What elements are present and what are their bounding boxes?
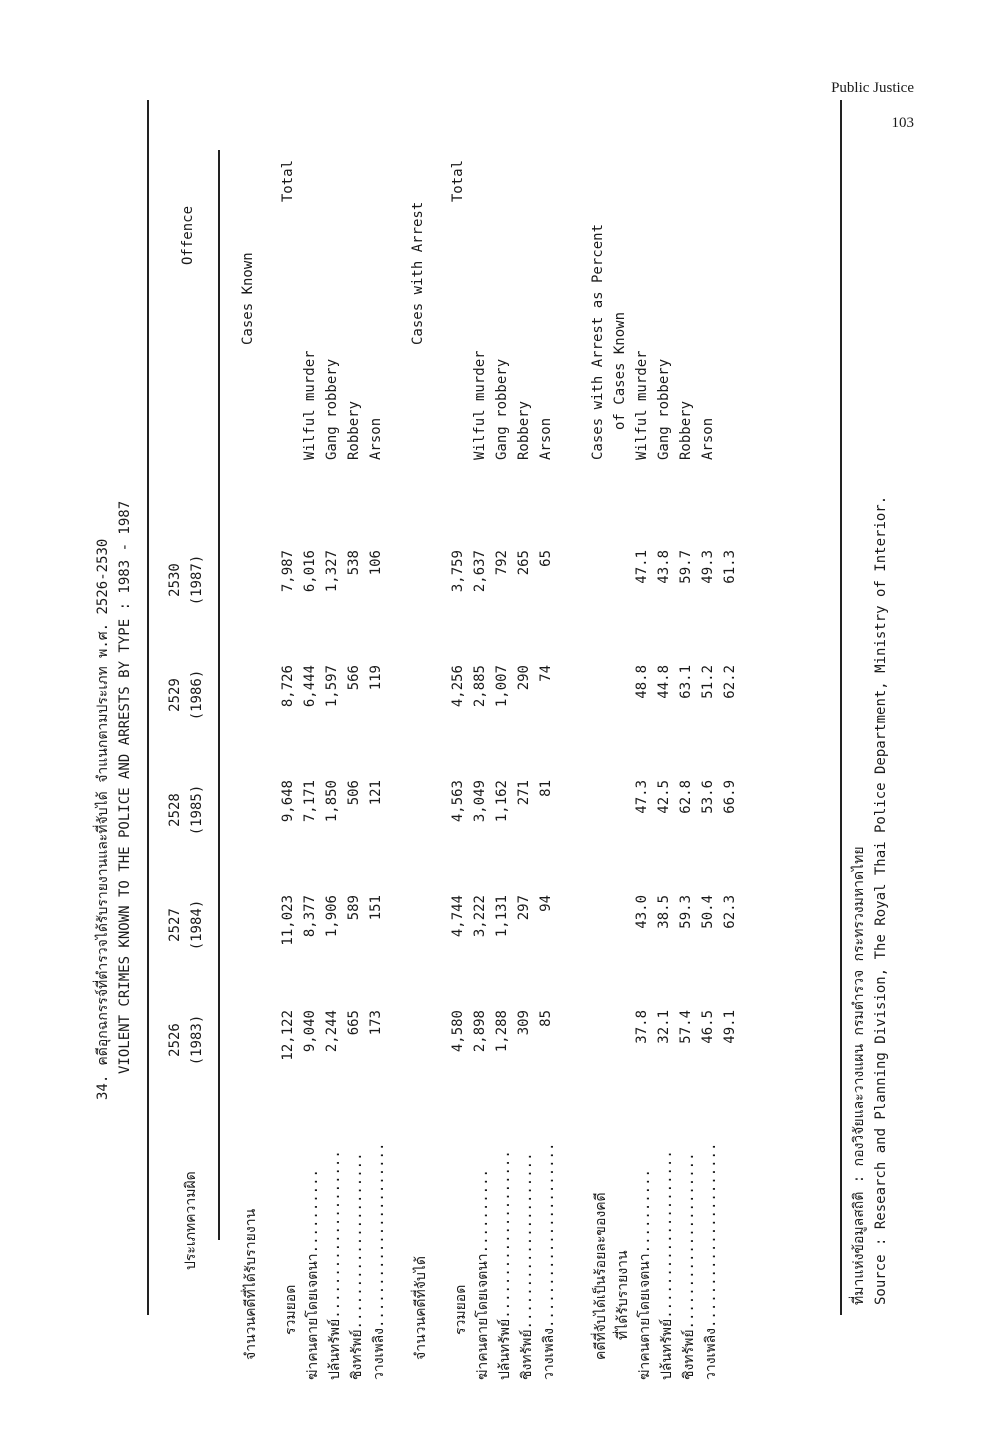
row-label-th: รวมยอด bbox=[283, 1284, 299, 1335]
table-row bbox=[494, 140, 516, 1380]
value-cell: 2,898 bbox=[472, 1010, 488, 1053]
value-cell: 1,162 bbox=[494, 780, 510, 823]
value-cell: 1,597 bbox=[324, 665, 340, 708]
value-cell: 1,850 bbox=[324, 780, 340, 823]
row-label-th: วางเพลิง...................... bbox=[371, 1142, 387, 1380]
value-cell: 2,244 bbox=[324, 1010, 340, 1053]
value-cell: 665 bbox=[346, 1010, 362, 1036]
row-label-en: Wilful murder bbox=[634, 350, 650, 460]
value-cell: 265 bbox=[516, 550, 532, 576]
year-en: (1983) bbox=[189, 1014, 205, 1066]
year-th: 2530 bbox=[167, 563, 183, 597]
value-cell: 792 bbox=[494, 550, 510, 576]
col-header-1986 bbox=[164, 650, 208, 740]
value-cell: 290 bbox=[516, 665, 532, 691]
source-note-th: ที่มาแห่งข้อมูลสถิติ : กองวิจัยและวางแผน กรมตำรวจ กระทรวงมหาดไทย bbox=[851, 846, 867, 1305]
table-row bbox=[656, 140, 678, 1380]
year-en: (1987) bbox=[189, 554, 205, 606]
value-cell: 4,580 bbox=[450, 1010, 466, 1053]
table-number: 34. bbox=[95, 1074, 111, 1100]
value-cell: 59.3 bbox=[678, 895, 694, 929]
value-cell: 32.1 bbox=[656, 1010, 672, 1044]
value-cell: 63.1 bbox=[678, 665, 694, 699]
row-label-th: ปล้นทรัพย์.................... bbox=[659, 1150, 675, 1380]
row-label-th: ปล้นทรัพย์.................... bbox=[497, 1150, 513, 1380]
value-cell: 2,885 bbox=[472, 665, 488, 708]
value-cell: 11,023 bbox=[280, 895, 296, 946]
value-cell: 8,726 bbox=[280, 665, 296, 708]
value-cell: 51.2 bbox=[700, 665, 716, 699]
value-cell: 173 bbox=[368, 1010, 384, 1036]
value-cell: 66.9 bbox=[722, 780, 738, 814]
value-cell: 49.1 bbox=[722, 1010, 738, 1044]
section-title-th: จำนวนคดีที่ได้รับรายงาน bbox=[243, 1208, 259, 1360]
year-th: 2528 bbox=[167, 793, 183, 827]
table-top-rule bbox=[147, 100, 149, 1315]
value-cell: 1,288 bbox=[494, 1010, 510, 1053]
table-row bbox=[302, 140, 324, 1380]
table-row bbox=[450, 140, 472, 1380]
row-label-en: Wilful murder bbox=[302, 350, 318, 460]
value-cell: 4,256 bbox=[450, 665, 466, 708]
value-cell: 121 bbox=[368, 780, 384, 806]
value-cell: 589 bbox=[346, 895, 362, 921]
year-en: (1986) bbox=[189, 669, 205, 721]
row-label-th: ฆ่าคนตายโดยเจตนา.......... bbox=[305, 1169, 321, 1380]
row-label-en: Total bbox=[450, 160, 466, 203]
section-title-en-line2: of Cases Known bbox=[612, 311, 628, 430]
page-number: 103 bbox=[891, 115, 914, 131]
value-cell: 151 bbox=[368, 895, 384, 921]
value-cell: 62.2 bbox=[722, 665, 738, 699]
value-cell: 81 bbox=[538, 780, 554, 797]
table-bottom-rule bbox=[840, 100, 842, 1315]
row-label-th: รวมยอด bbox=[453, 1284, 469, 1335]
value-cell: 8,377 bbox=[302, 895, 318, 938]
row-label-th: ฆ่าคนตายโดยเจตนา.......... bbox=[637, 1169, 653, 1380]
row-label-en: Robbery bbox=[346, 400, 362, 460]
header-rule bbox=[218, 150, 220, 1240]
value-cell: 43.0 bbox=[634, 895, 650, 929]
value-cell: 38.5 bbox=[656, 895, 672, 929]
value-cell: 85 bbox=[538, 1010, 554, 1027]
value-cell: 506 bbox=[346, 780, 362, 806]
row-label-en: Robbery bbox=[678, 400, 694, 460]
value-cell: 12,122 bbox=[280, 1010, 296, 1061]
value-cell: 46.5 bbox=[700, 1010, 716, 1044]
value-cell: 44.8 bbox=[656, 665, 672, 699]
section-title-th-line2: ที่ได้รับรายงาน bbox=[615, 1250, 631, 1340]
row-label-en: Gang robbery bbox=[656, 358, 672, 460]
value-cell: 7,171 bbox=[302, 780, 318, 823]
section-title-en: Cases with Arrest as Percent bbox=[590, 223, 606, 460]
value-cell: 57.4 bbox=[678, 1010, 694, 1044]
value-cell: 61.3 bbox=[722, 550, 738, 584]
value-cell: 47.1 bbox=[634, 550, 650, 584]
table-row bbox=[634, 140, 656, 1380]
value-cell: 7,987 bbox=[280, 550, 296, 593]
row-label-en: Robbery bbox=[516, 400, 532, 460]
value-cell: 1,906 bbox=[324, 895, 340, 938]
value-cell: 4,563 bbox=[450, 780, 466, 823]
running-header-title: Public Justice bbox=[831, 80, 914, 96]
row-label-th: ฆ่าคนตายโดยเจตนา.......... bbox=[475, 1169, 491, 1380]
table-title-block bbox=[92, 501, 136, 1100]
value-cell: 1,327 bbox=[324, 550, 340, 593]
value-cell: 65 bbox=[538, 550, 554, 567]
table-row bbox=[516, 140, 538, 1380]
value-cell: 62.3 bbox=[722, 895, 738, 929]
value-cell: 1,131 bbox=[494, 895, 510, 938]
year-en: (1984) bbox=[189, 899, 205, 951]
value-cell: 43.8 bbox=[656, 550, 672, 584]
section-title-en: Cases Known bbox=[240, 252, 256, 345]
value-cell: 6,016 bbox=[302, 550, 318, 593]
table-row bbox=[368, 140, 390, 1380]
col-header-1984 bbox=[164, 880, 208, 970]
value-cell: 1,007 bbox=[494, 665, 510, 708]
table-row bbox=[678, 140, 700, 1380]
row-label-th: วางเพลิง...................... bbox=[541, 1142, 557, 1380]
value-cell: 271 bbox=[516, 780, 532, 806]
row-label-th: ชิงทรัพย์..................... bbox=[349, 1152, 365, 1380]
table-title-english: VIOLENT CRIMES KNOWN TO THE POLICE AND ARRESTS BY TYPE : 1983 - 1987 bbox=[117, 500, 133, 1074]
section-title-en: Cases with Arrest bbox=[410, 201, 426, 345]
year-th: 2529 bbox=[167, 678, 183, 712]
row-label-en: Wilful murder bbox=[472, 350, 488, 460]
col-header-1983 bbox=[164, 995, 208, 1085]
value-cell: 3,759 bbox=[450, 550, 466, 593]
value-cell: 94 bbox=[538, 895, 554, 912]
value-cell: 42.5 bbox=[656, 780, 672, 814]
value-cell: 4,744 bbox=[450, 895, 466, 938]
value-cell: 566 bbox=[346, 665, 362, 691]
offence-type-label-th: ประเภทความผิด bbox=[183, 1171, 199, 1270]
offence-label-en: Offence bbox=[180, 205, 196, 265]
value-cell: 538 bbox=[346, 550, 362, 576]
row-label-th: ชิงทรัพย์..................... bbox=[519, 1152, 535, 1380]
value-cell: 309 bbox=[516, 1010, 532, 1036]
row-label-th: ปล้นทรัพย์.................... bbox=[327, 1150, 343, 1380]
value-cell: 74 bbox=[538, 665, 554, 682]
year-th: 2526 bbox=[167, 1023, 183, 1057]
row-label-en: Arson bbox=[368, 417, 384, 460]
value-cell: 3,222 bbox=[472, 895, 488, 938]
value-cell: 9,648 bbox=[280, 780, 296, 823]
row-label-th: วางเพลิง...................... bbox=[703, 1142, 719, 1380]
table-row bbox=[280, 140, 302, 1380]
row-label-en: Gang robbery bbox=[324, 358, 340, 460]
year-th: 2527 bbox=[167, 908, 183, 942]
table-row bbox=[722, 140, 744, 1380]
year-en: (1985) bbox=[189, 784, 205, 836]
value-cell: 48.8 bbox=[634, 665, 650, 699]
source-note-en: Source : Research and Planning Division, The Royal Thai Police Department, Ministry of Interior. bbox=[873, 495, 889, 1305]
rotated-table-page bbox=[80, 140, 910, 1380]
table-title-th: คดีอุกฉกรรจ์ที่ตำรวจได้รับรายงานและที่จับได้ จำแนกตามประเภท พ.ศ. 2526-2530 bbox=[95, 538, 111, 1066]
value-cell: 62.8 bbox=[678, 780, 694, 814]
row-label-en: Gang robbery bbox=[494, 358, 510, 460]
section-title-th: จำนวนคดีที่จับได้ bbox=[413, 1256, 429, 1360]
col-header-1987 bbox=[164, 535, 208, 625]
value-cell: 50.4 bbox=[700, 895, 716, 929]
value-cell: 59.7 bbox=[678, 550, 694, 584]
value-cell: 37.8 bbox=[634, 1010, 650, 1044]
value-cell: 106 bbox=[368, 550, 384, 576]
value-cell: 3,049 bbox=[472, 780, 488, 823]
table-row bbox=[700, 140, 722, 1380]
value-cell: 9,040 bbox=[302, 1010, 318, 1053]
value-cell: 53.6 bbox=[700, 780, 716, 814]
value-cell: 47.3 bbox=[634, 780, 650, 814]
table-row bbox=[538, 140, 560, 1380]
table-row bbox=[346, 140, 368, 1380]
row-label-en: Arson bbox=[700, 417, 716, 460]
row-label-en: Total bbox=[280, 160, 296, 203]
table-row bbox=[324, 140, 346, 1380]
table-title-thai bbox=[92, 501, 114, 1100]
row-label-th: ชิงทรัพย์..................... bbox=[681, 1152, 697, 1380]
col-header-1985 bbox=[164, 765, 208, 855]
table-row bbox=[472, 140, 494, 1380]
value-cell: 2,637 bbox=[472, 550, 488, 593]
row-label-en: Arson bbox=[538, 417, 554, 460]
value-cell: 6,444 bbox=[302, 665, 318, 708]
value-cell: 49.3 bbox=[700, 550, 716, 584]
value-cell: 119 bbox=[368, 665, 384, 691]
value-cell: 297 bbox=[516, 895, 532, 921]
section-title-th: คดีที่จับได้เป็นร้อยละของคดี bbox=[593, 1192, 609, 1360]
